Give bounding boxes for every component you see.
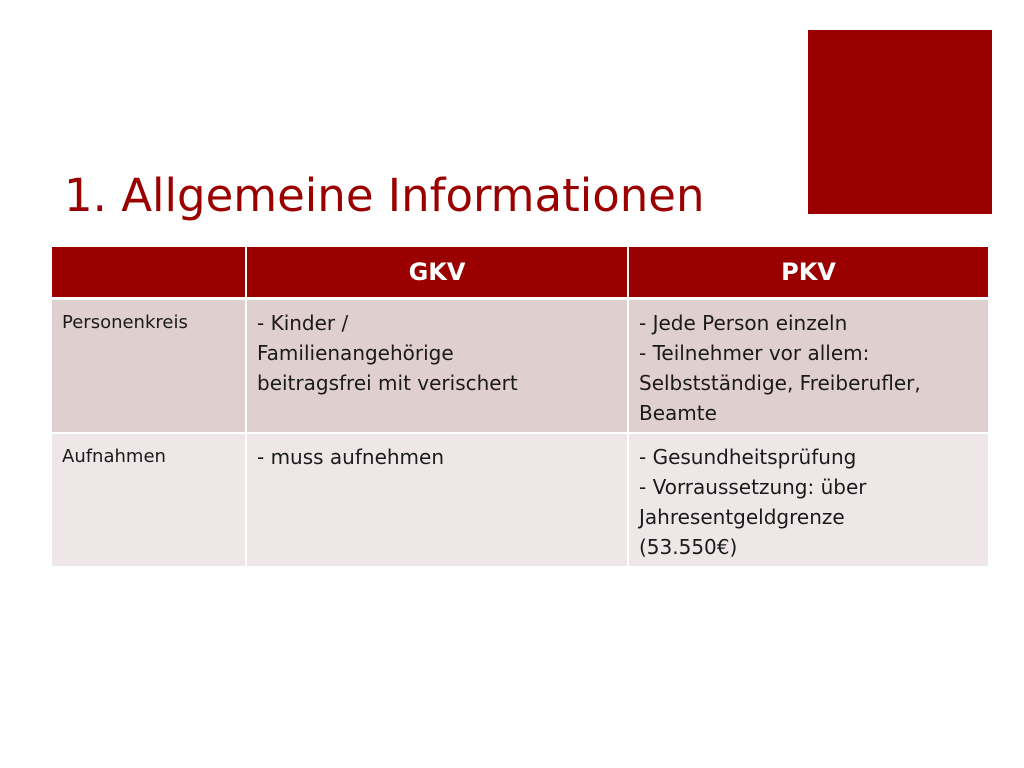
header-empty-cell — [52, 247, 246, 299]
table-header-row — [52, 247, 988, 299]
slide-title: 1. Allgemeine Informationen — [64, 169, 705, 222]
accent-square — [808, 30, 992, 214]
header-pkv: PKV — [628, 247, 988, 299]
comparison-table — [52, 247, 988, 568]
header-gkv: GKV — [246, 247, 628, 299]
cell-pkv-aufnahmen: - Gesundheitsprüfung - Vorraussetzung: über Jahresentgeldgrenze (53.550€) — [628, 433, 988, 567]
row-label-personenkreis: Personenkreis — [52, 299, 246, 434]
row-label-aufnahmen: Aufnahmen — [52, 433, 246, 567]
cell-gkv-personenkreis: - Kinder / Familienangehörige beitragsfrei mit verischert — [246, 299, 628, 434]
cell-pkv-personenkreis: - Jede Person einzeln - Teilnehmer vor allem: Selbstständige, Freiberufler, Beamte — [628, 299, 988, 434]
cell-gkv-aufnahmen: - muss aufnehmen — [246, 433, 628, 567]
table-row — [52, 299, 988, 434]
table-row — [52, 433, 988, 567]
